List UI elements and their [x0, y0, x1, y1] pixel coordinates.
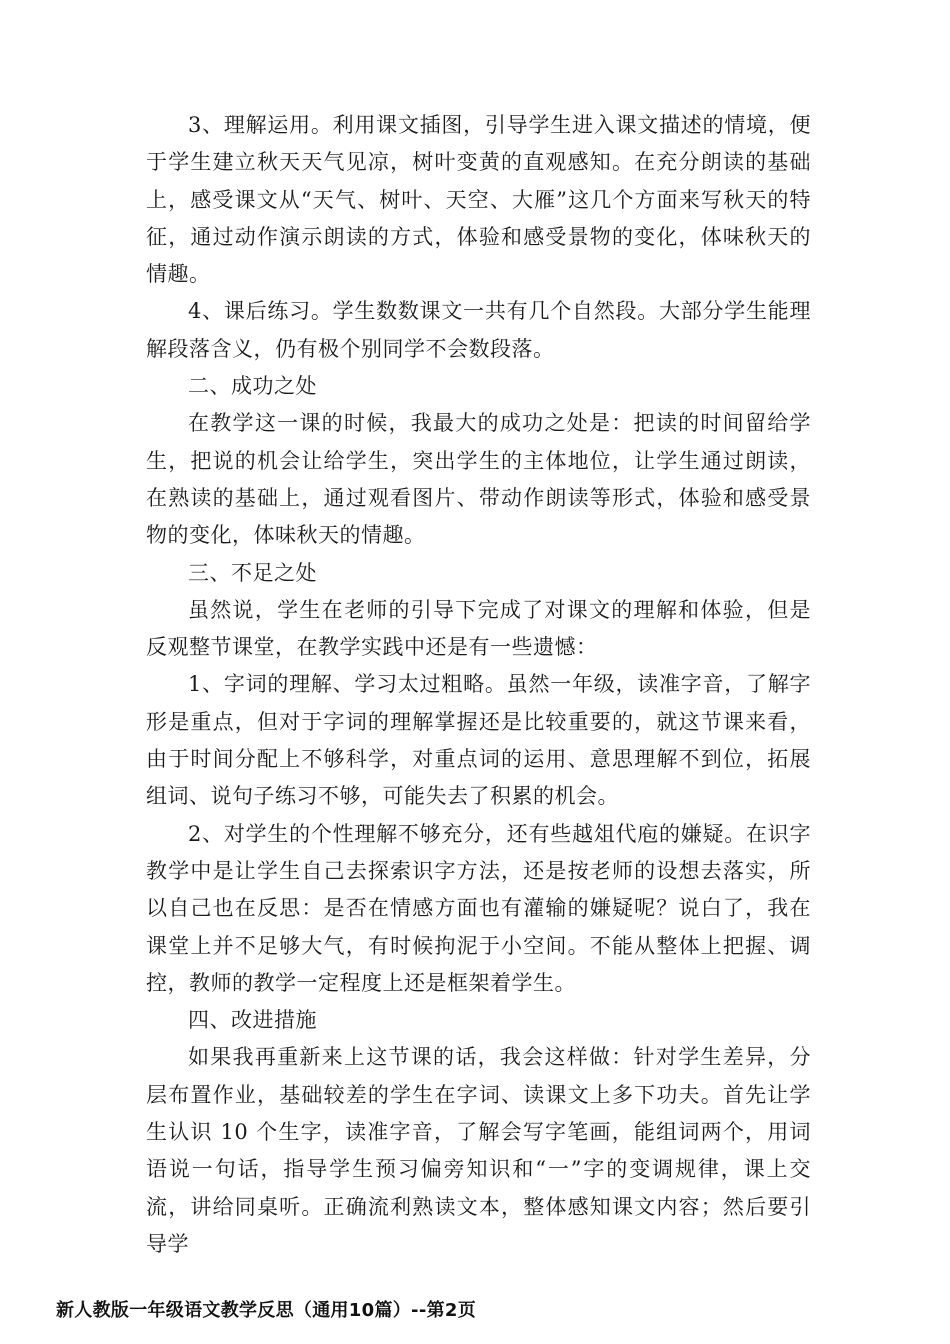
paragraph-after-class-exercise: 4、课后练习。学生数数课文一共有几个自然段。大部分学生能理解段落含义，仍有极个别同学不会数段落。	[146, 299, 811, 361]
paragraph-comprehension-application: 3、理解运用。利用课文插图，引导学生进入课文描述的情境，便于学生建立秋天天气见凉，树叶变黄的直观感知。在充分朗读的基础上，感受课文从“天气、树叶、天空、大雁”这几个方面来写秋天的特征，通过动作演示朗读的方式，体验和感受景物的变化，体味秋天的情趣。	[146, 113, 811, 287]
paragraph-shortcoming-2: 2、对学生的个性理解不够充分，还有些越俎代庖的嫌疑。在识字教学中是让学生自己去探索识字方法，还是按老师的设想去落实，所以自己也在反思：是否在情感方面也有灌输的嫌疑呢？说白了，我在课堂上并不足够大气，有时候拘泥于小空间。不能从整体上把握、调控，教师的教学一定程度上还是框架着学生。	[146, 821, 811, 995]
section-heading-successes: 二、成功之处	[188, 374, 317, 399]
section-heading-shortcomings: 三、不足之处	[188, 560, 317, 585]
document-body	[146, 107, 811, 1263]
paragraph-improvements: 如果我再重新来上这节课的话，我会这样做：针对学生差异，分层布置作业，基础较差的学生在字词、读课文上多下功夫。首先让学生认识 10 个生字，读准字音，了解会写字笔画，能组词两个，用词语说一句话，指导学生预习偏旁知识和“一”字的变调规律，课上交流，讲给同桌听。正确流利熟读文本，整体感知课文内容；然后要引导学	[146, 1045, 811, 1256]
section-heading-improvements: 四、改进措施	[188, 1008, 317, 1033]
page-footer: 新人教版一年级语文教学反思（通用10篇）--第2页	[56, 1300, 477, 1321]
paragraph-successes: 在教学这一课的时候，我最大的成功之处是：把读的时间留给学生，把说的机会让给学生，突出学生的主体地位，让学生通过朗读，在熟读的基础上，通过观看图片、带动作朗读等形式，体验和感受景物的变化，体味秋天的情趣。	[146, 411, 811, 548]
paragraph-shortcoming-1: 1、字词的理解、学习太过粗略。虽然一年级，读准字音，了解字形是重点，但对于字词的理解掌握还是比较重要的，就这节课来看，由于时间分配上不够科学，对重点词的运用、意思理解不到位，拓展组词、说句子练习不够，可能失去了积累的机会。	[146, 672, 811, 809]
paragraph-shortcomings-intro: 虽然说，学生在老师的引导下完成了对课文的理解和体验，但是反观整节课堂，在教学实践中还是有一些遗憾：	[146, 597, 811, 660]
